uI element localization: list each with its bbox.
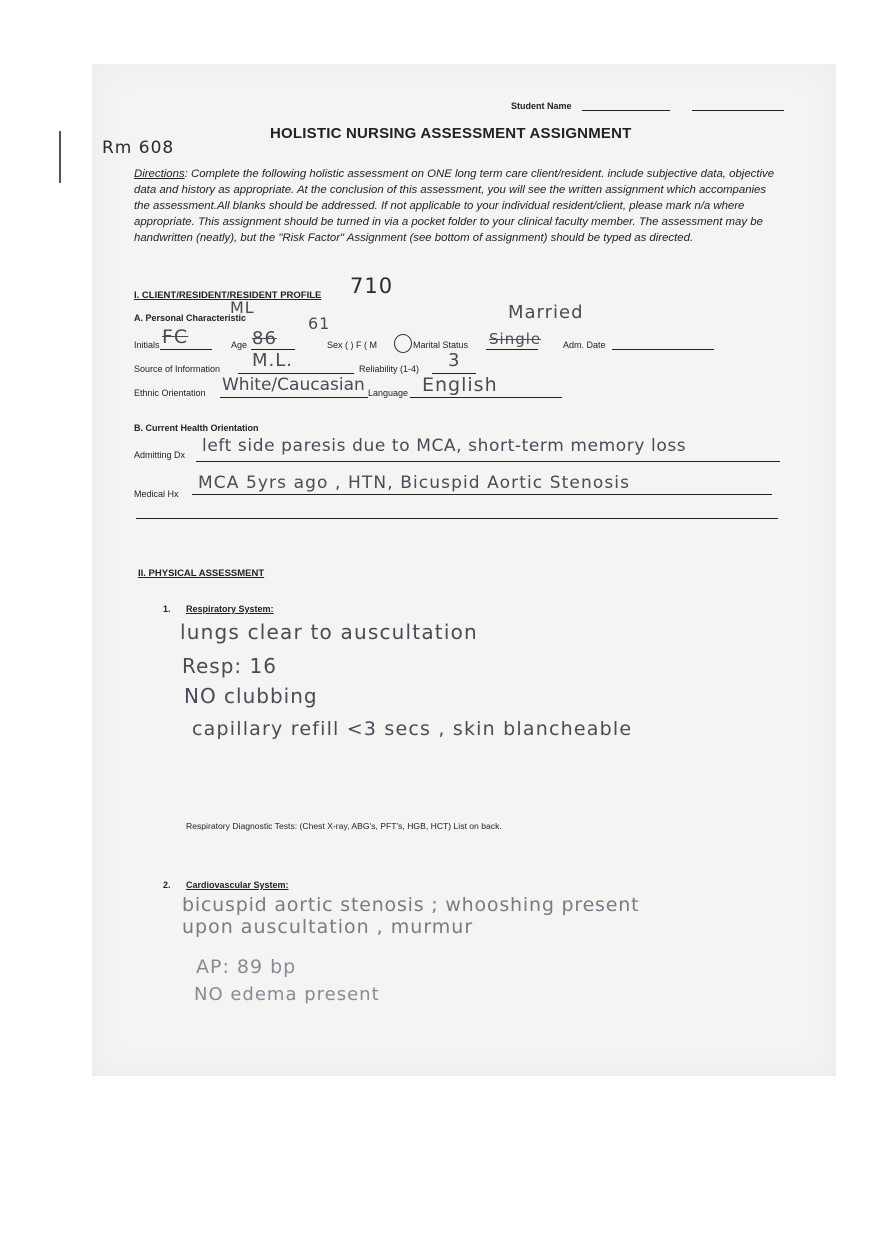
physical-heading: II. PHYSICAL ASSESSMENT (138, 568, 265, 579)
adm-date-label: Adm. Date (563, 340, 606, 350)
language-line (410, 397, 562, 398)
age-value: 86 (252, 328, 277, 349)
reliability-value: 3 (448, 350, 461, 371)
health-heading: B. Current Health Orientation (134, 423, 259, 433)
source-label: Source of Information (134, 364, 221, 374)
room-note: Rm 608 (102, 138, 175, 158)
respiratory-note: capillary refill <3 secs , skin blancheable (192, 718, 633, 740)
medical-value: MCA 5yrs ago , HTN, Bicuspid Aortic Stenosis (198, 473, 631, 493)
admitting-value: left side paresis due to MCA, short-term memory loss (202, 436, 687, 456)
medical-label: Medical Hx (134, 489, 179, 499)
sex-label: Sex ( ) F ( M (327, 340, 377, 350)
directions-lead: Directions (134, 168, 185, 180)
initials-line (160, 349, 212, 350)
marital-correction: Married (508, 302, 584, 323)
admitting-line (196, 461, 780, 462)
respiratory-heading: Respiratory System: (186, 604, 274, 614)
adm-date-line (612, 349, 714, 350)
marital-line (486, 349, 538, 350)
respiratory-note: lungs clear to auscultation (180, 620, 478, 644)
margin-pen-mark (59, 131, 61, 183)
medical-line (192, 494, 772, 495)
cardio-note: bicuspid aortic stenosis ; whooshing present (182, 894, 640, 916)
cardio-note: upon auscultation , murmur (182, 916, 474, 938)
ethnic-label: Ethnic Orientation (134, 388, 206, 398)
initials-label: Initials (134, 340, 160, 350)
source-value: M.L. (252, 350, 294, 371)
language-value: English (422, 374, 498, 396)
respiratory-number: 1. (163, 604, 171, 614)
directions-paragraph (134, 166, 784, 246)
reliability-label: Reliability (1-4) (359, 364, 420, 374)
ethnic-value: White/Caucasian (222, 375, 365, 395)
respiratory-tests-label: Respiratory Diagnostic Tests: (Chest X-ray, ABG's, PFT's, HGB, HCT) List on back. (186, 821, 502, 831)
respiratory-note: Resp: 16 (182, 654, 277, 678)
student-name-line-2 (692, 110, 784, 111)
marital-label: Marital Status (413, 340, 469, 350)
cardio-number: 2. (163, 880, 171, 890)
ethnic-line (220, 397, 368, 398)
admitting-label: Admitting Dx (134, 450, 186, 460)
age-label: Age (231, 340, 248, 350)
personal-heading: A. Personal Characteristic (134, 313, 247, 323)
room-number: 710 (350, 274, 394, 298)
age-correction: 61 (308, 314, 331, 333)
cardio-note: NO edema present (194, 984, 380, 1005)
initials-value: FC (162, 326, 189, 348)
profile-heading: I. CLIENT/RESIDENT/RESIDENT PROFILE (134, 290, 322, 301)
page-title: HOLISTIC NURSING ASSESSMENT ASSIGNMENT (270, 125, 632, 142)
initials-correction: ML (230, 298, 255, 317)
cardio-heading: Cardiovascular System: (186, 880, 289, 890)
student-name-line-1 (582, 110, 670, 111)
respiratory-note: NO clubbing (184, 684, 318, 708)
source-line (238, 373, 354, 374)
directions-text: : Complete the following holistic assessment on ONE long term care client/resident. include subjective data, objective data and history as appropriate. At the conclusion of this assessment, you will see the written assignment which accompanies the assessment.All blanks should be addressed. If not applicable to your individual resident/client, please mark n/a where appropriate. This assignment should be turned in via a pocket folder to your clinical faculty member. The assessment may be handwritten (neatly), but the "Risk Factor" Assignment (see bottom of assignment) should be typed as directed. (134, 168, 775, 244)
marital-value: Single (489, 330, 542, 348)
cardio-note: AP: 89 bp (196, 956, 297, 978)
sex-m-circle (394, 334, 412, 353)
medical-line-2 (136, 518, 778, 519)
student-name-label: Student Name (511, 101, 572, 111)
language-label: Language (368, 388, 409, 398)
